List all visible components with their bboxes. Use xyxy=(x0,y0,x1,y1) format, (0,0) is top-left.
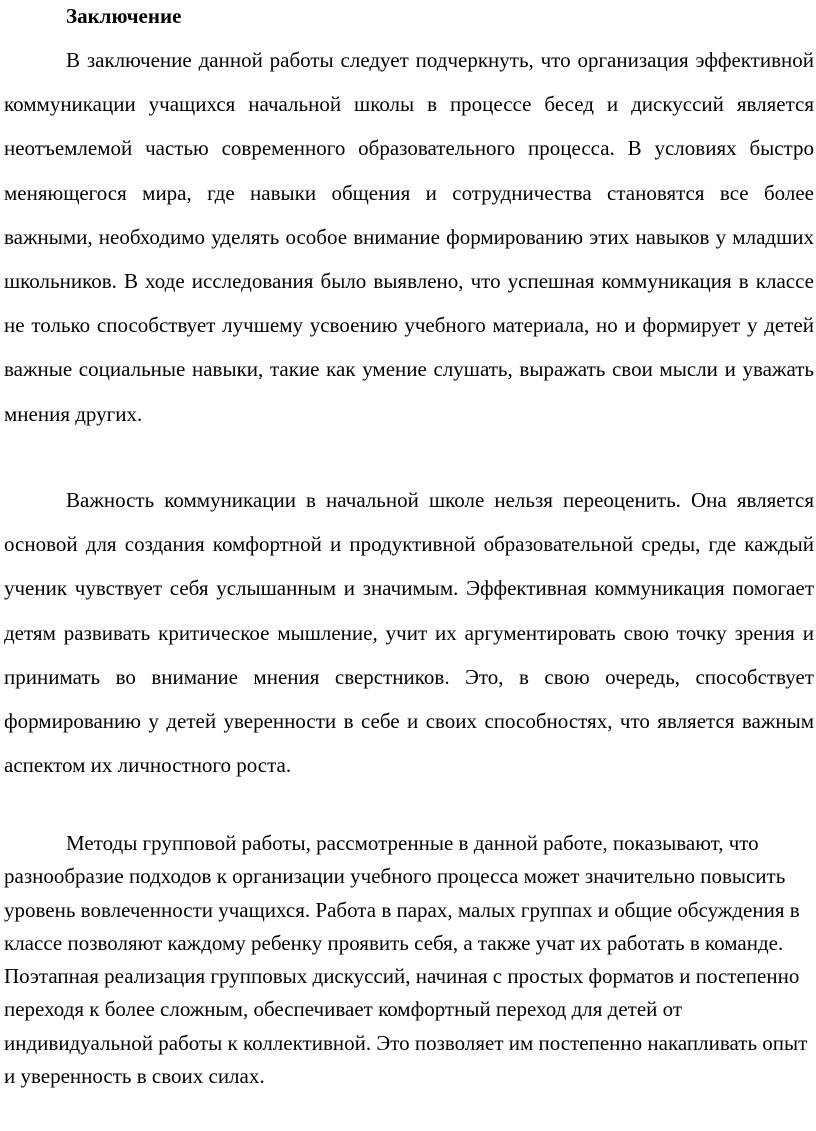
section-heading: Заключение xyxy=(66,4,182,28)
paragraph-2: Важность коммуникации в начальной школе нельзя переоценить. Она является основой для создания комфортной и продуктивной образовательной среды, где каждый ученик чувствует себя услышанным и значимым. Эффективная коммуникация помогает детям развивать критическое мышление, учит их аргументировать свою точку зрения и принимать во внимание мнения сверстников. Это, в свою очередь, способствует формированию у детей уверенности в себе и своих способностях, что является важным аспектом их личностного роста. xyxy=(4,488,814,778)
paragraph-3: Методы групповой работы, рассмотренные в данной работе, показывают, что разнообразие подходов к организации учебного процесса может значительно повысить уровень вовлеченности учащихся. Работа в парах, малых группах и общие обсуждения в классе позволяют каждому ребенку проявить себя, а также учат их работать в команде. Поэтапная реализация групповых дискуссий, начиная с простых форматов и постепенно переходя к более сложным, обеспечивает комфортный переход для детей от индивидуальной работы к коллективной. Это позволяет им постепенно накапливать опыт и уверенность в своих силах. xyxy=(4,831,808,1089)
paragraph-1: В заключение данной работы следует подчеркнуть, что организация эффективной коммуникации учащихся начальной школы в процессе бесед и дискуссий является неотъемлемой частью современного образовательного процесса. В условиях быстро меняющегося мира, где навыки общения и сотрудничества становятся все более важными, необходимо уделять особое внимание формированию этих навыков у младших школьников. В ходе исследования было выявлено, что успешная коммуникация в классе не только способствует лучшему усвоению учебного материала, но и формирует у детей важные социальные навыки, такие как умение слушать, выражать свои мысли и уважать мнения других. xyxy=(4,48,814,426)
